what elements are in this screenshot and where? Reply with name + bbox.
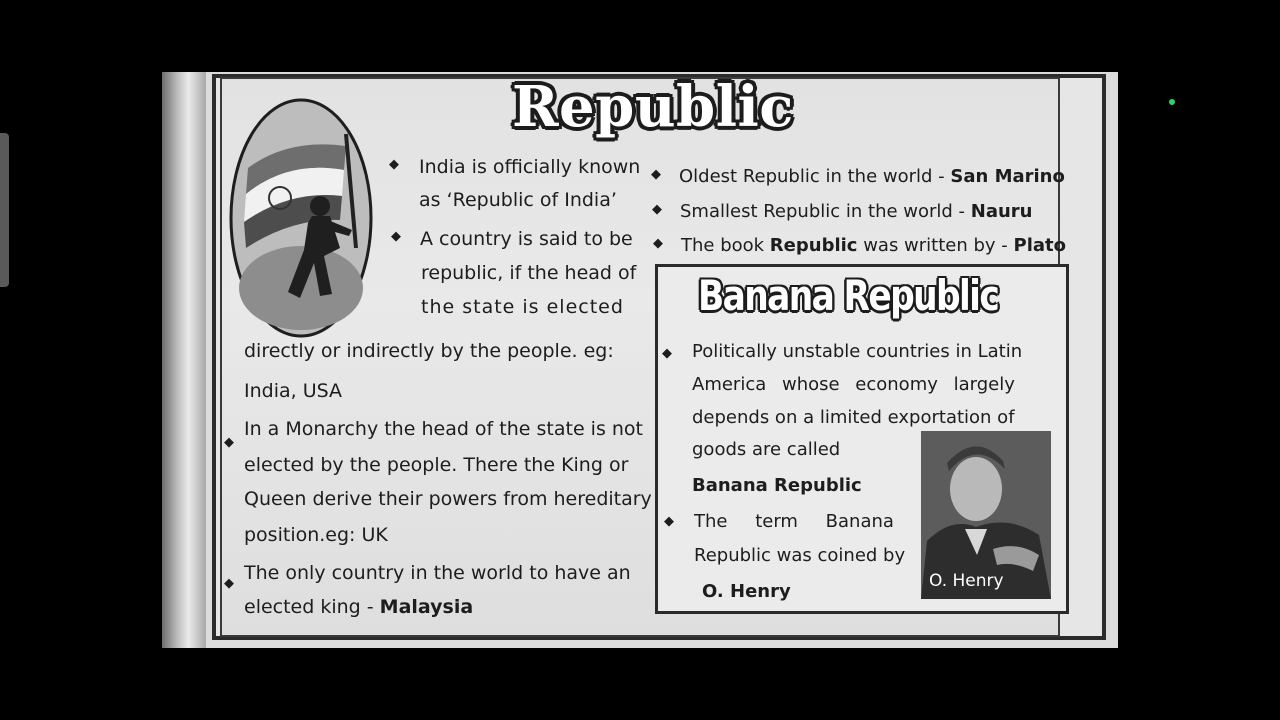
bullet-diamond-icon: ◆ [389, 156, 399, 171]
side-panel-handle[interactable] [0, 133, 9, 287]
bullet-diamond-icon: ◆ [224, 575, 234, 590]
left-bullet-3-line-4: position.eg: UK [244, 524, 388, 546]
banana-bullet-2-line-3: O. Henry [702, 581, 791, 602]
banana-bullet-2-line-2: Republic was coined by [694, 545, 906, 566]
o-henry-photo [921, 431, 1051, 599]
banana-republic-title: Banana Republic [698, 271, 999, 320]
textbook-page [162, 72, 1118, 648]
bullet-diamond-icon: ◆ [662, 345, 672, 360]
right-bullet-2-text: Smallest Republic in the world - [680, 201, 971, 222]
page-title: Republic [512, 74, 794, 140]
left-bullet-2-line-2: republic, if the head of [421, 262, 637, 284]
bullet-diamond-icon: ◆ [224, 434, 234, 449]
banana-bullet-1-line-2: America whose economy largely [692, 374, 1015, 395]
left-bullet-2-line-4: directly or indirectly by the people. eg: [244, 340, 614, 362]
right-bullet-1 [679, 160, 1065, 194]
bullet-diamond-icon: ◆ [652, 201, 662, 216]
banana-bullet-1-line-5: Banana Republic [692, 475, 862, 496]
left-bullet-2-line-5: India, USA [244, 380, 343, 402]
left-bullet-4-line-2 [244, 590, 473, 624]
malaysia-text: Malaysia [379, 596, 474, 618]
left-bullet-3-line-2: elected by the people. There the King or [244, 454, 629, 476]
bullet-diamond-icon: ◆ [391, 228, 401, 243]
republic-book-text: Republic [769, 235, 858, 256]
san-marino-text: San Marino [950, 166, 1065, 187]
banana-bullet-2-line-1: The term Banana [694, 511, 894, 532]
left-bullet-3-line-1: In a Monarchy the head of the state is not [244, 418, 644, 440]
left-bullet-3-line-3: Queen derive their powers from hereditary [244, 488, 652, 510]
right-bullet-3-text-2: was written by - [857, 235, 1014, 256]
plato-text: Plato [1013, 235, 1066, 256]
indicator-dot [1169, 99, 1175, 105]
left-bullet-4-line-1: The only country in the world to have an [244, 562, 631, 584]
left-bullet-4-text: elected king - [244, 596, 380, 618]
left-bullet-1-line-2: as ‘Republic of India’ [419, 189, 617, 211]
book-spine [162, 72, 206, 648]
left-bullet-2-line-3: the state is elected [421, 296, 624, 318]
banana-bullet-1-line-1: Politically unstable countries in Latin [692, 341, 1023, 362]
bullet-diamond-icon: ◆ [651, 166, 661, 181]
right-bullet-2 [680, 195, 1033, 229]
bullet-diamond-icon: ◆ [664, 513, 674, 528]
flag-bearer-illustration [228, 98, 374, 338]
photo-caption: O. Henry [929, 571, 1004, 591]
banana-bullet-1-line-3: depends on a limited exportation of [692, 407, 1015, 428]
nauru-text: Nauru [970, 201, 1033, 222]
right-bullet-3-text: The book [681, 235, 770, 256]
right-bullet-3 [681, 229, 1066, 263]
banana-republic-box [655, 264, 1069, 614]
bullet-diamond-icon: ◆ [653, 235, 663, 250]
left-bullet-1-line-1: India is officially known [419, 156, 641, 178]
banana-bullet-1-line-4: goods are called [692, 439, 841, 460]
right-bullet-1-text: Oldest Republic in the world - [679, 166, 951, 187]
left-bullet-2-line-1: A country is said to be [420, 228, 633, 250]
